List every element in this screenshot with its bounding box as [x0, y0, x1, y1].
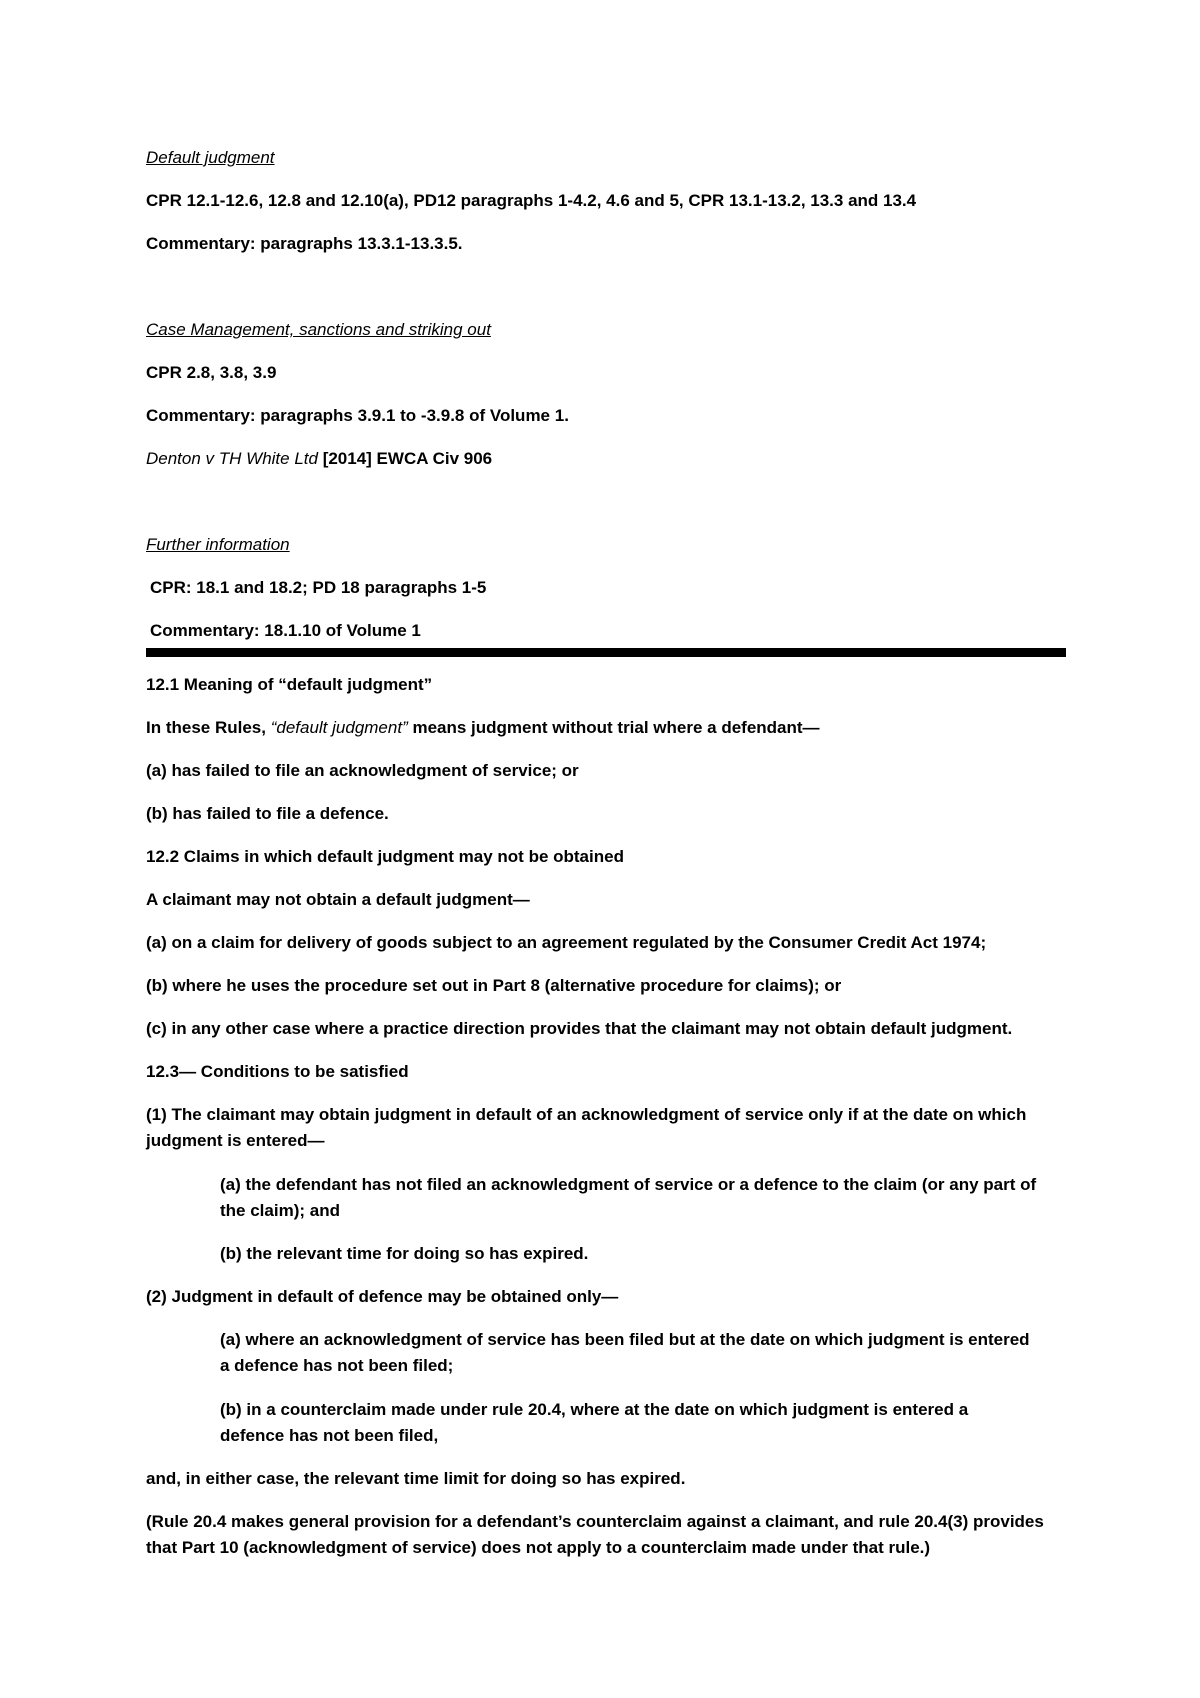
- commentary-reference: Commentary: 18.1.10 of Volume 1: [150, 621, 421, 640]
- rule-12-3-1a-line1: (a) the defendant has not filed an acknowledgment of service or a defence to the claim (or any part of: [220, 1175, 1037, 1194]
- heading-further-information: Further information: [146, 535, 290, 554]
- rule-12-3-tail: and, in either case, the relevant time limit for doing so has expired.: [146, 1469, 686, 1488]
- rule-12-2-c: (c) in any other case where a practice direction provides that the claimant may not obtain default judgment.: [146, 1019, 1013, 1038]
- text-run: In these Rules,: [146, 718, 271, 737]
- rule-12-2-a: (a) on a claim for delivery of goods subject to an agreement regulated by the Consumer Credit Act 1974;: [146, 933, 987, 952]
- commentary-reference: Commentary: paragraphs 13.3.1-13.3.5.: [146, 234, 463, 253]
- rule-12-3-note-line2: that Part 10 (acknowledgment of service) does not apply to a counterclaim made under that rule.): [146, 1538, 931, 1557]
- text-run: means judgment without trial where a defendant—: [407, 718, 820, 737]
- rule-12-1-title: 12.1 Meaning of “default judgment”: [146, 675, 433, 694]
- heading-case-management: Case Management, sanctions and striking out: [146, 320, 491, 339]
- rule-12-3-2a-line1: (a) where an acknowledgment of service has been filed but at the date on which judgment is entered: [220, 1330, 1030, 1349]
- case-cite: [2014] EWCA Civ 906: [317, 449, 493, 468]
- rule-12-3-title: 12.3— Conditions to be satisfied: [146, 1062, 409, 1081]
- rule-12-2-title: 12.2 Claims in which default judgment may not be obtained: [146, 847, 624, 866]
- section-divider: [146, 648, 1066, 657]
- rule-12-2-intro: A claimant may not obtain a default judgment—: [146, 890, 530, 909]
- rule-12-3-note-line1: (Rule 20.4 makes general provision for a defendant’s counterclaim against a claimant, and rule 20.4(3) provides: [146, 1512, 1044, 1531]
- rule-12-1-text: [146, 715, 1066, 741]
- rule-12-3-2b-line1: (b) in a counterclaim made under rule 20.4, where at the date on which judgment is entered a: [220, 1400, 969, 1419]
- case-name: Denton v TH White Ltd: [146, 449, 318, 468]
- cpr-reference: CPR: 18.1 and 18.2; PD 18 paragraphs 1-5: [150, 578, 487, 597]
- defined-term: “default judgment”: [270, 718, 408, 737]
- rule-12-1-a: (a) has failed to file an acknowledgment of service; or: [146, 761, 579, 780]
- rule-12-3-1-line1: (1) The claimant may obtain judgment in default of an acknowledgment of service only if at the date on which: [146, 1105, 1027, 1124]
- cpr-reference: CPR 2.8, 3.8, 3.9: [146, 363, 277, 382]
- rule-12-3-1-line2: judgment is entered—: [146, 1131, 325, 1150]
- cpr-reference: CPR 12.1-12.6, 12.8 and 12.10(a), PD12 paragraphs 1-4.2, 4.6 and 5, CPR 13.1-13.2, 13.3 and 13.4: [146, 191, 917, 210]
- rule-12-1-b: (b) has failed to file a defence.: [146, 804, 389, 823]
- commentary-reference: Commentary: paragraphs 3.9.1 to -3.9.8 of Volume 1.: [146, 406, 569, 425]
- rule-12-3-2a-line2: a defence has not been filed;: [220, 1356, 454, 1375]
- rule-12-3-2b-line2: defence has not been filed,: [220, 1426, 439, 1445]
- case-citation: [146, 446, 1066, 472]
- heading-default-judgment: Default judgment: [146, 148, 275, 167]
- rule-12-3-2: (2) Judgment in default of defence may be obtained only—: [146, 1287, 619, 1306]
- rule-12-3-1a-line2: the claim); and: [220, 1201, 340, 1220]
- rule-12-3-1b: (b) the relevant time for doing so has expired.: [220, 1244, 589, 1263]
- rule-12-2-b: (b) where he uses the procedure set out in Part 8 (alternative procedure for claims); or: [146, 976, 842, 995]
